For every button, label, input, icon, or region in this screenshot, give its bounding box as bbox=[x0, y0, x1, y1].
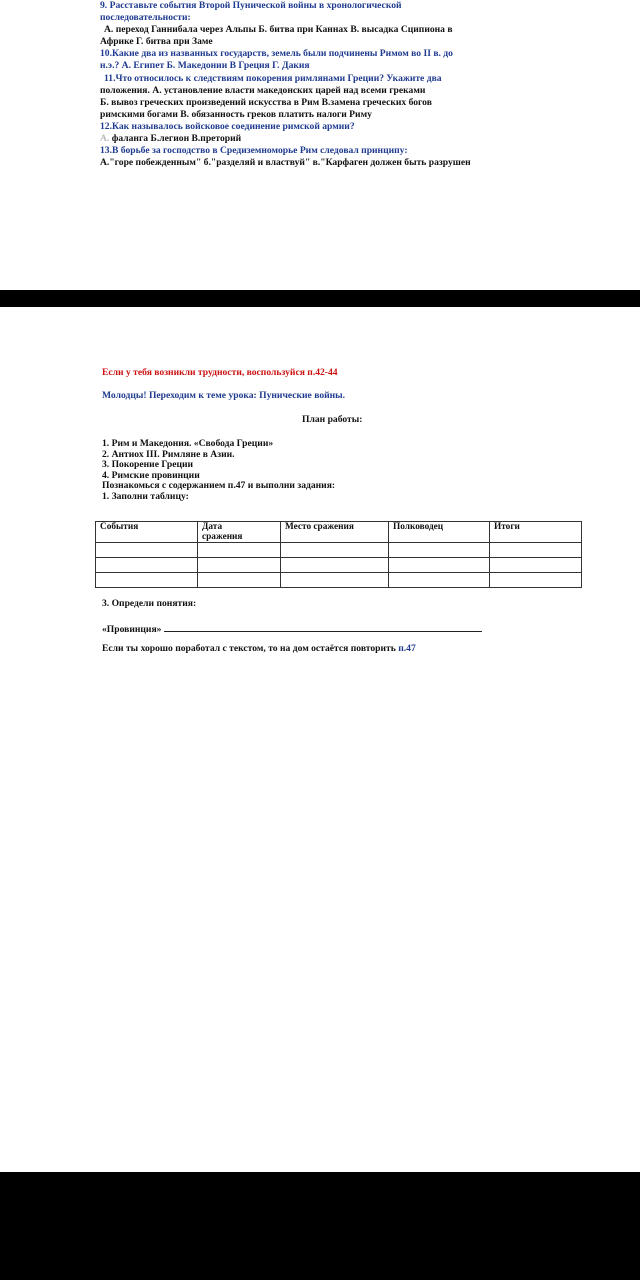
term-label: «Провинция» bbox=[102, 624, 162, 635]
term-row bbox=[102, 622, 482, 635]
q13-options: А."горе побежденным" б."разделяй и властвуй" в."Карфаген должен быть разрушен bbox=[100, 157, 471, 169]
question-line: 11.Что относилось к следствиям покорения римлянами Греции? Укажите два bbox=[104, 72, 442, 84]
table-cell[interactable] bbox=[198, 543, 281, 558]
question-line: н.э.? А. Египет Б. Македонии В Греция Г. Дакия bbox=[100, 60, 310, 72]
plan-item: 3. Покорение Греции bbox=[102, 459, 194, 471]
table-cell[interactable] bbox=[198, 573, 281, 588]
header-date-line2: сражения bbox=[202, 532, 243, 542]
table-cell[interactable] bbox=[198, 558, 281, 573]
task1-label: 1. Заполни таблицу: bbox=[102, 490, 189, 502]
table-header-row bbox=[96, 522, 582, 543]
question-line: 12.Как называлось войсковое соединение римской армии? bbox=[100, 120, 355, 132]
table-cell[interactable] bbox=[281, 543, 389, 558]
table-cell[interactable] bbox=[389, 543, 490, 558]
table-cell[interactable] bbox=[490, 573, 582, 588]
table-cell[interactable] bbox=[389, 558, 490, 573]
table-cell[interactable] bbox=[96, 573, 198, 588]
header-events: События bbox=[96, 522, 198, 543]
worksheet-page-1 bbox=[0, 0, 640, 290]
topic-text: Молодцы! Переходим к теме урока: Пунические войны. bbox=[102, 390, 346, 401]
q12-options bbox=[100, 133, 600, 145]
table-row bbox=[96, 573, 582, 588]
plan-item: 1. Рим и Македония. «Свобода Греции» bbox=[102, 438, 274, 449]
q13-title: 13.В борьбе за господство в Средиземноморье Рим следовал принципу: bbox=[100, 145, 408, 157]
footer-text: Если ты хорошо поработал с текстом, то на дом остаётся повторить bbox=[102, 643, 396, 654]
question-line: римскими богами В. обязанность греков платить налоги Риму bbox=[100, 108, 372, 120]
table-row bbox=[96, 543, 582, 558]
table-cell[interactable] bbox=[96, 558, 198, 573]
q12-options-text: фаланга Б.легион В.преторий bbox=[109, 133, 242, 145]
questions-block bbox=[100, 0, 600, 169]
hint-text: Если у тебя возникли трудности, воспользуйся п.42-44 bbox=[102, 367, 338, 378]
header-date bbox=[198, 522, 281, 543]
question-line: А. переход Ганнибала через Альпы Б. битва при Каннах В. высадка Сципиона в bbox=[104, 24, 453, 36]
question-line: Б. вывоз греческих произведений искусства в Рим В.замена греческих богов bbox=[100, 96, 432, 108]
events-table bbox=[95, 521, 582, 588]
question-line: последовательности: bbox=[100, 12, 191, 24]
question-line: положения. А. установление власти македонских царей над всеми греками bbox=[100, 84, 426, 96]
footer-ref: п.47 bbox=[398, 643, 416, 654]
question-line: Африке Г. битва при Заме bbox=[100, 36, 213, 48]
footer-line bbox=[102, 643, 416, 654]
table-cell[interactable] bbox=[96, 543, 198, 558]
q12-prefix: А. bbox=[100, 133, 110, 145]
worksheet-page-2 bbox=[0, 307, 640, 1172]
header-commander: Полководец bbox=[389, 522, 490, 543]
table-cell[interactable] bbox=[490, 543, 582, 558]
table-cell[interactable] bbox=[490, 558, 582, 573]
header-date-line1: Дата bbox=[202, 522, 223, 532]
question-line: 9. Расставьте события Второй Пунической войны в хронологической bbox=[100, 0, 402, 11]
plan-title: План работы: bbox=[302, 414, 363, 425]
plan-item: 4. Римские провинции bbox=[102, 469, 200, 481]
table-cell[interactable] bbox=[389, 573, 490, 588]
instruction-line: Познакомься с содержанием п.47 и выполни задания: bbox=[102, 480, 336, 492]
term-answer-line[interactable] bbox=[164, 622, 482, 632]
plan-item: 2. Антиох III. Римляне в Азии. bbox=[102, 448, 235, 460]
table-cell[interactable] bbox=[281, 558, 389, 573]
plan-list bbox=[102, 439, 335, 503]
header-results: Итоги bbox=[490, 522, 582, 543]
table-cell[interactable] bbox=[281, 573, 389, 588]
table-row bbox=[96, 558, 582, 573]
header-place: Место сражения bbox=[281, 522, 389, 543]
task3-label: 3. Определи понятия: bbox=[102, 598, 197, 609]
question-line: 10.Какие два из названных государств, земель были подчинены Римом во II в. до bbox=[100, 48, 453, 60]
